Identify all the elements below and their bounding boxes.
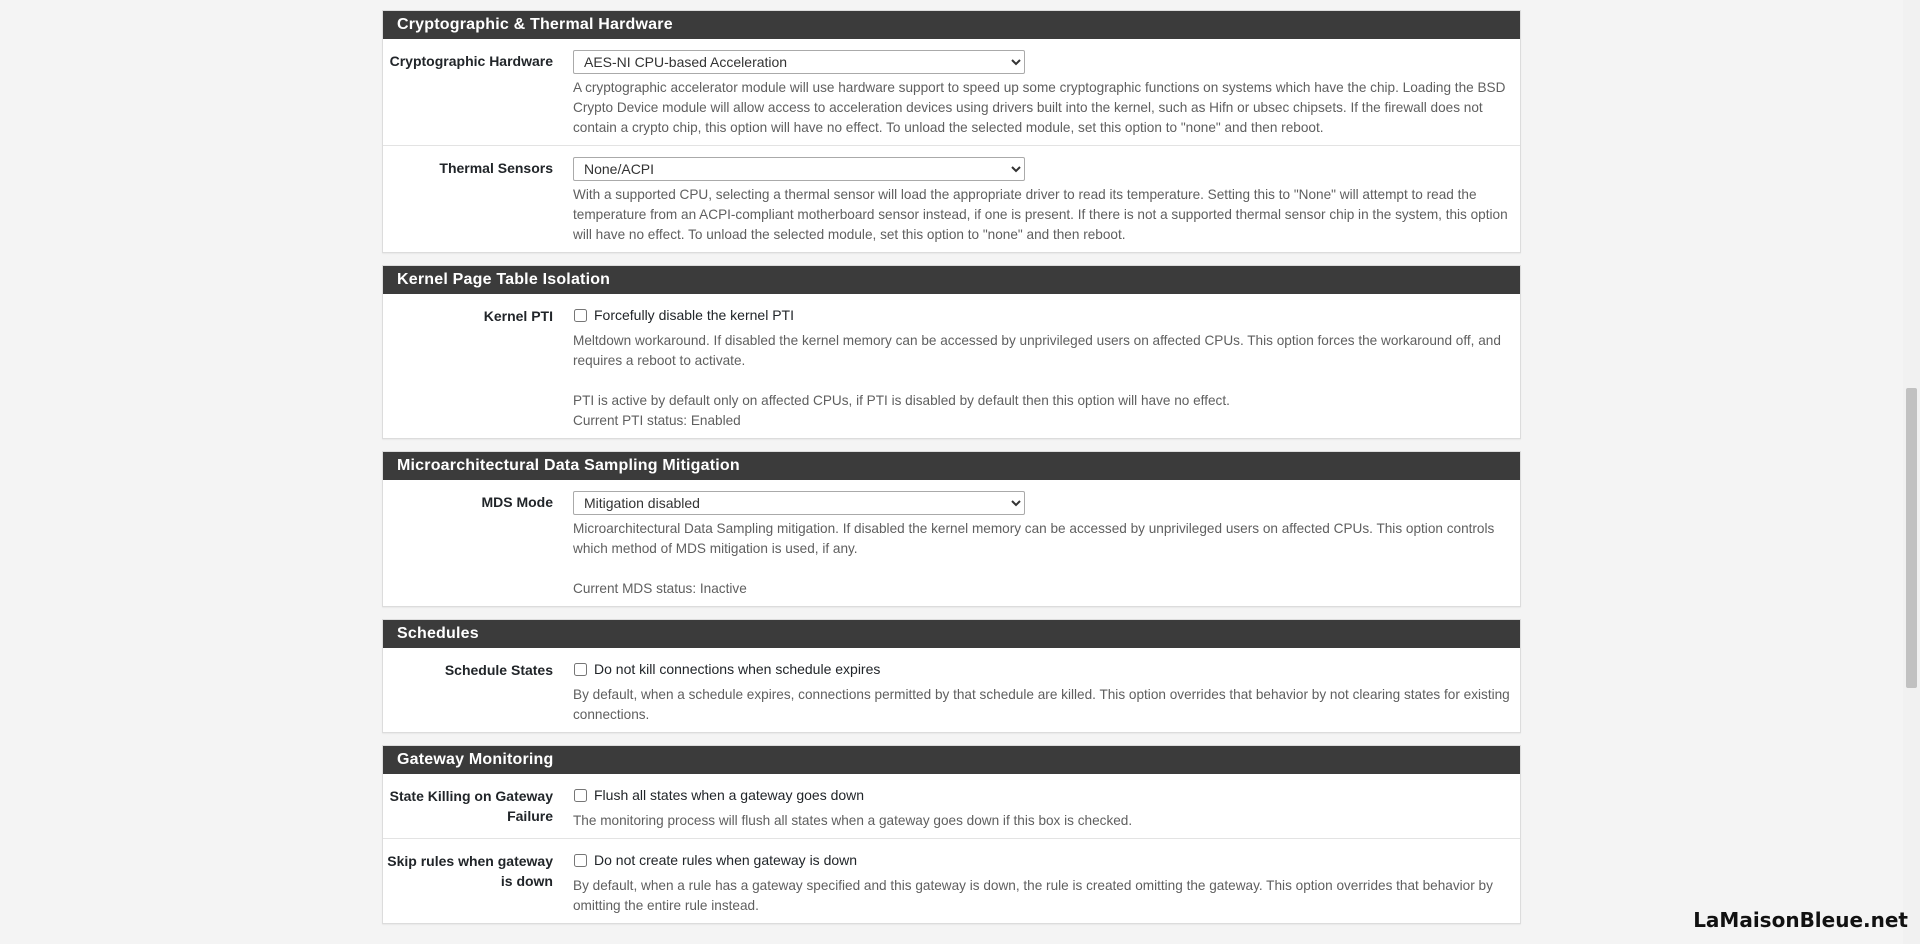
help-text: The monitoring process will flush all states when a gateway goes down if this box is checked. xyxy=(573,813,1133,828)
help-text: Meltdown workaround. If disabled the kernel memory can be accessed by unprivileged users on affected CPUs. This option forces the workaround off, and requires a reboot to activate. PTI is active by default only on affected CPUs, if PTI is disabled by default then this option will have no effect. Current PTI status: Enabled xyxy=(573,331,1512,431)
skip-rules-checkbox[interactable] xyxy=(574,854,587,867)
gateway-monitoring-panel xyxy=(382,745,1521,924)
crypto-hardware-select[interactable] xyxy=(573,50,1025,74)
mds-panel xyxy=(382,451,1521,607)
checkbox-label: Flush all states when a gateway goes down xyxy=(594,787,865,803)
thermal-sensors-select[interactable] xyxy=(573,157,1025,181)
mds-mode-select[interactable] xyxy=(573,491,1025,515)
field-label: Thermal Sensors xyxy=(439,160,553,176)
skip-rules-checkbox-line[interactable] xyxy=(573,848,1512,872)
schedule-states-row xyxy=(383,648,1520,732)
help-text: By default, when a rule has a gateway specified and this gateway is down, the rule is created omitting the gateway. This option overrides that behavior by omitting the entire rule instead. xyxy=(573,878,1493,913)
state-killing-row xyxy=(383,774,1520,838)
crypto-hardware-row xyxy=(383,39,1520,145)
field-label: MDS Mode xyxy=(481,494,553,510)
help-text: By default, when a schedule expires, connections permitted by that schedule are killed. This option overrides that behavior by not clearing states for existing connections. xyxy=(573,687,1510,722)
help-text: Microarchitectural Data Sampling mitigation. If disabled the kernel memory can be accessed by unprivileged users on affected CPUs. This option controls which method of MDS mitigation is used, if any. Current MDS status: Inactive xyxy=(573,519,1512,599)
field-label: State Killing on Gateway Failure xyxy=(389,788,553,824)
skip-rules-row xyxy=(383,838,1520,923)
help-text: A cryptographic accelerator module will use hardware support to speed up some cryptographic functions on systems which have the chip. Loading the BSD Crypto Device module will allow access to acceleration devices using drivers built into the kernel, such as Hifn or ubsec chipsets. If the firewall does not contain a crypto chip, this option will have no effect. To unload the selected module, set this option to "none" and then reboot. xyxy=(573,80,1506,135)
schedule-states-checkbox[interactable] xyxy=(574,663,587,676)
panel-title: Microarchitectural Data Sampling Mitigation xyxy=(383,452,1520,480)
field-label: Kernel PTI xyxy=(483,308,553,324)
field-label: Schedule States xyxy=(444,662,553,678)
checkbox-label: Do not create rules when gateway is down xyxy=(594,852,858,868)
checkbox-label: Forcefully disable the kernel PTI xyxy=(594,307,794,323)
panel-title: Gateway Monitoring xyxy=(383,746,1520,774)
kpti-panel xyxy=(382,265,1521,439)
panel-title: Kernel Page Table Isolation xyxy=(383,266,1520,294)
panel-title: Schedules xyxy=(383,620,1520,648)
pti-status: Current PTI status: Enabled xyxy=(573,413,741,428)
mds-status: Current MDS status: Inactive xyxy=(573,581,747,596)
kernel-pti-checkbox-line[interactable] xyxy=(573,303,1512,327)
watermark: LaMaisonBleue.net xyxy=(1693,908,1908,932)
mds-mode-row xyxy=(383,480,1520,606)
state-killing-checkbox[interactable] xyxy=(574,789,587,802)
kernel-pti-row xyxy=(383,294,1520,438)
crypto-thermal-panel xyxy=(382,10,1521,253)
checkbox-label: Do not kill connections when schedule expires xyxy=(594,661,881,677)
settings-container xyxy=(382,10,1521,936)
page-scrollbar[interactable] xyxy=(1903,0,1920,944)
schedules-panel xyxy=(382,619,1521,733)
state-killing-checkbox-line[interactable] xyxy=(573,783,1512,807)
panel-title: Cryptographic & Thermal Hardware xyxy=(383,11,1520,39)
thermal-sensors-row xyxy=(383,145,1520,252)
help-text: With a supported CPU, selecting a thermal sensor will load the appropriate driver to read its temperature. Setting this to "None" will attempt to read the temperature from an ACPI-compliant motherboard sensor instead, if one is present. If there is not a supported thermal sensor chip in the system, this option will have no effect. To unload the selected module, set this option to "none" and then reboot. xyxy=(573,187,1508,242)
kernel-pti-checkbox[interactable] xyxy=(574,309,587,322)
field-label: Cryptographic Hardware xyxy=(389,53,553,69)
schedule-states-checkbox-line[interactable] xyxy=(573,657,1512,681)
scrollbar-thumb[interactable] xyxy=(1906,388,1917,688)
field-label: Skip rules when gateway is down xyxy=(387,853,553,889)
